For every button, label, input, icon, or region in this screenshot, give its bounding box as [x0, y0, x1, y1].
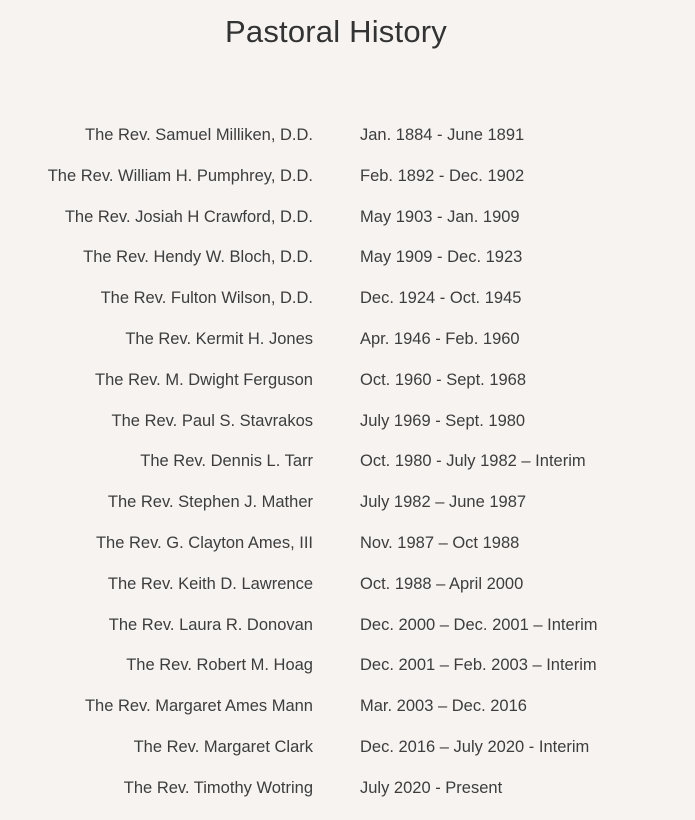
pastor-name: The Rev. M. Dwight Ferguson — [95, 370, 313, 389]
pastor-name: The Rev. Stephen J. Mather — [107, 493, 313, 512]
history-row — [0, 563, 695, 604]
page-title: Pastoral History — [225, 14, 447, 49]
history-row — [0, 277, 695, 318]
tenure-dates: Apr. 1946 - Feb. 1960 — [360, 329, 520, 348]
tenure-dates: Oct. 1988 – April 2000 — [360, 574, 524, 593]
history-row — [0, 440, 695, 481]
history-row — [0, 400, 695, 441]
pastor-name: The Rev. Dennis L. Tarr — [140, 452, 313, 471]
tenure-dates: Dec. 2000 – Dec. 2001 – Interim — [360, 615, 598, 634]
tenure-dates: Dec. 2001 – Feb. 2003 – Interim — [360, 656, 597, 675]
pastor-name: The Rev. Keith D. Lawrence — [107, 574, 313, 593]
pastor-name: The Rev. Timothy Wotring — [123, 778, 313, 797]
pastor-name: The Rev. Kermit H. Jones — [125, 329, 313, 348]
pastoral-history-table — [0, 114, 695, 808]
history-row — [0, 196, 695, 237]
tenure-dates: Jan. 1884 - June 1891 — [360, 126, 525, 144]
tenure-dates: May 1909 - Dec. 1923 — [360, 248, 523, 267]
history-row — [0, 155, 695, 196]
pastor-name: The Rev. Margaret Ames Mann — [84, 697, 313, 716]
pastor-name: The Rev. Samuel Milliken, D.D. — [84, 126, 313, 144]
tenure-dates: July 1969 - Sept. 1980 — [360, 411, 526, 430]
pastor-name: The Rev. Robert M. Hoag — [126, 656, 313, 675]
pastor-name: The Rev. Laura R. Donovan — [108, 615, 313, 634]
tenure-dates: Mar. 2003 – Dec. 2016 — [360, 697, 527, 716]
pastor-name: The Rev. Hendy W. Bloch, D.D. — [83, 248, 313, 267]
pastor-name: The Rev. William H. Pumphrey, D.D. — [47, 166, 313, 185]
pastor-name: The Rev. Margaret Clark — [133, 737, 313, 756]
history-row — [0, 481, 695, 522]
tenure-dates: May 1903 - Jan. 1909 — [360, 207, 520, 226]
tenure-dates: Oct. 1980 - July 1982 – Interim — [360, 452, 586, 471]
tenure-dates: Feb. 1892 - Dec. 1902 — [360, 166, 525, 185]
history-row — [0, 685, 695, 726]
pastor-name: The Rev. Fulton Wilson, D.D. — [100, 289, 313, 308]
history-row — [0, 767, 695, 808]
pastor-name: The Rev. Paul S. Stavrakos — [111, 411, 313, 430]
tenure-dates: July 1982 – June 1987 — [360, 493, 527, 512]
tenure-dates: Dec. 2016 – July 2020 - Interim — [360, 737, 590, 756]
history-row — [0, 236, 695, 277]
pastor-name: The Rev. G. Clayton Ames, III — [95, 533, 313, 552]
history-row — [0, 114, 695, 155]
tenure-dates: Nov. 1987 – Oct 1988 — [360, 533, 520, 552]
history-row — [0, 644, 695, 685]
history-row — [0, 359, 695, 400]
history-row — [0, 604, 695, 645]
history-row — [0, 726, 695, 767]
tenure-dates: July 2020 - Present — [360, 778, 503, 797]
history-row — [0, 318, 695, 359]
tenure-dates: Dec. 1924 - Oct. 1945 — [360, 289, 522, 308]
pastor-name: The Rev. Josiah H Crawford, D.D. — [64, 207, 313, 226]
history-row — [0, 522, 695, 563]
tenure-dates: Oct. 1960 - Sept. 1968 — [360, 370, 527, 389]
